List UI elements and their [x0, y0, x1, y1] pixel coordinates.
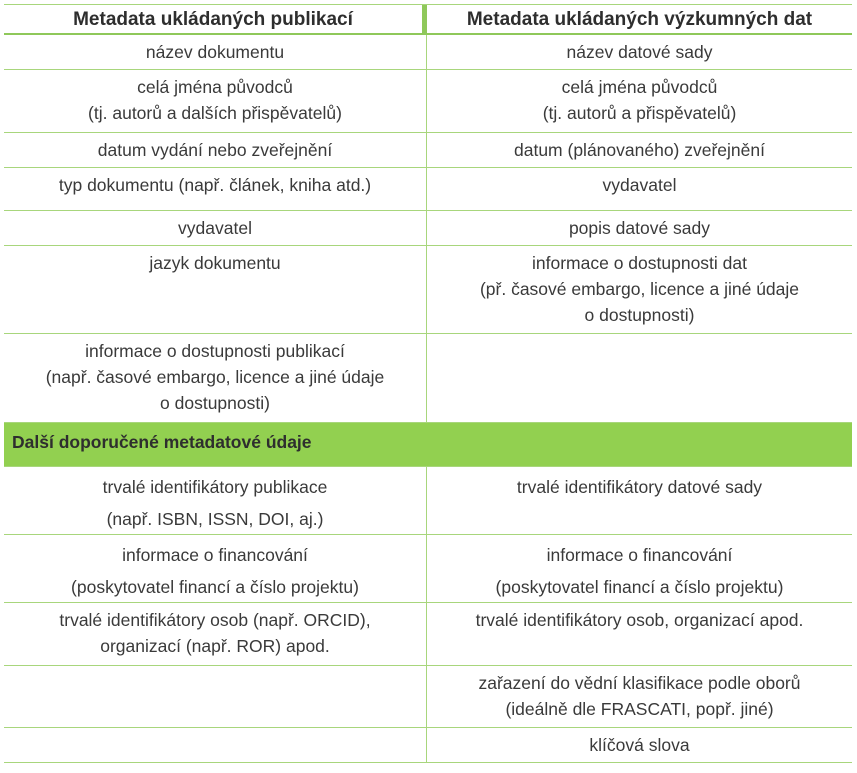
header-research-data: Metadata ukládaných výzkumných dat — [466, 9, 813, 30]
cell-text-line: trvalé identifikátory publikace — [102, 477, 328, 497]
cell-publications — [4, 728, 427, 762]
cell-text-line: trvalé identifikátory datové sady — [516, 477, 763, 497]
cell-text-line: o dostupnosti) — [160, 393, 270, 413]
cell-publications — [4, 535, 427, 602]
table-row — [4, 603, 852, 666]
header-publications: Metadata ukládaných publikací — [4, 5, 427, 33]
basic-metadata-rows — [4, 35, 852, 423]
cell-publications — [4, 35, 427, 69]
cell-text-line: (poskytovatel financí a číslo projektu) — [71, 577, 359, 597]
cell-text-line: informace o financování — [546, 545, 733, 565]
table-row — [4, 133, 852, 168]
cell-publications — [4, 246, 427, 333]
table-row — [4, 467, 852, 535]
metadata-table — [4, 4, 852, 763]
cell-text-line: informace o financování — [122, 545, 308, 565]
cell-text-line: název datové sady — [566, 42, 713, 62]
cell-text-line: trvalé identifikátory osob, organizací apod. — [475, 610, 804, 630]
cell-text-line: datum (plánovaného) zveřejnění — [514, 140, 765, 160]
cell-publications — [4, 603, 427, 665]
table-row — [4, 246, 852, 334]
section-row — [4, 423, 852, 467]
cell-text-line: trvalé identifikátory osob (např. ORCID), — [59, 610, 371, 630]
cell-text-line: o dostupnosti) — [584, 305, 695, 325]
cell-research-data — [427, 35, 852, 69]
cell-text-line: jazyk dokumentu — [149, 253, 281, 273]
cell-text-line: (např. ISBN, ISSN, DOI, aj.) — [106, 509, 324, 529]
cell-publications — [4, 211, 427, 245]
cell-text-line: klíčová slova — [589, 735, 690, 755]
table-row — [4, 168, 852, 211]
table-row — [4, 666, 852, 728]
cell-research-data — [427, 334, 852, 422]
cell-text-line: (poskytovatel financí a číslo projektu) — [495, 577, 784, 597]
cell-text-line: typ dokumentu (např. článek, kniha atd.) — [58, 175, 372, 195]
cell-publications — [4, 666, 427, 727]
cell-research-data — [427, 728, 852, 762]
recommended-metadata-rows — [4, 467, 852, 763]
section-title: Další doporučené metadatové údaje — [12, 432, 312, 452]
cell-text-line: popis datové sady — [568, 218, 711, 238]
cell-research-data — [427, 666, 852, 727]
cell-text-line: (př. časové embargo, licence a jiné údaje — [479, 279, 800, 299]
cell-text-line: vydavatel — [178, 218, 252, 238]
cell-research-data — [427, 168, 852, 210]
cell-research-data — [427, 70, 852, 132]
cell-text-line: zařazení do vědní klasifikace podle oborů — [478, 673, 801, 693]
cell-text-line: (tj. autorů a přispěvatelů) — [542, 103, 737, 123]
table-row — [4, 70, 852, 133]
cell-text-line: celá jména původců — [137, 77, 293, 97]
cell-text-line: (např. časové embargo, licence a jiné údaje — [45, 367, 385, 387]
cell-text-line: organizací (např. ROR) apod. — [100, 636, 330, 656]
table-row — [4, 35, 852, 70]
cell-text-line: informace o dostupnosti dat — [532, 253, 747, 273]
cell-text-line: informace o dostupnosti publikací — [85, 341, 345, 361]
cell-publications — [4, 334, 427, 422]
cell-text-line: celá jména původců — [561, 77, 718, 97]
cell-research-data — [427, 133, 852, 167]
cell-text-line: (tj. autorů a dalších přispěvatelů) — [88, 103, 342, 123]
cell-text-line: vydavatel — [602, 175, 677, 195]
cell-text-line: (ideálně dle FRASCATI, popř. jiné) — [505, 699, 774, 719]
cell-publications — [4, 467, 427, 534]
table-row — [4, 535, 852, 603]
cell-research-data — [427, 535, 852, 602]
cell-publications — [4, 70, 427, 132]
table-header-row — [4, 4, 852, 35]
cell-research-data — [427, 246, 852, 333]
cell-text-line: název dokumentu — [145, 42, 285, 62]
table-row — [4, 211, 852, 246]
table-row — [4, 334, 852, 423]
cell-text-line: datum vydání nebo zveřejnění — [97, 140, 333, 160]
cell-research-data — [427, 603, 852, 665]
cell-research-data — [427, 211, 852, 245]
cell-publications — [4, 133, 427, 167]
cell-research-data — [427, 467, 852, 534]
cell-publications — [4, 168, 427, 210]
table-row — [4, 728, 852, 763]
